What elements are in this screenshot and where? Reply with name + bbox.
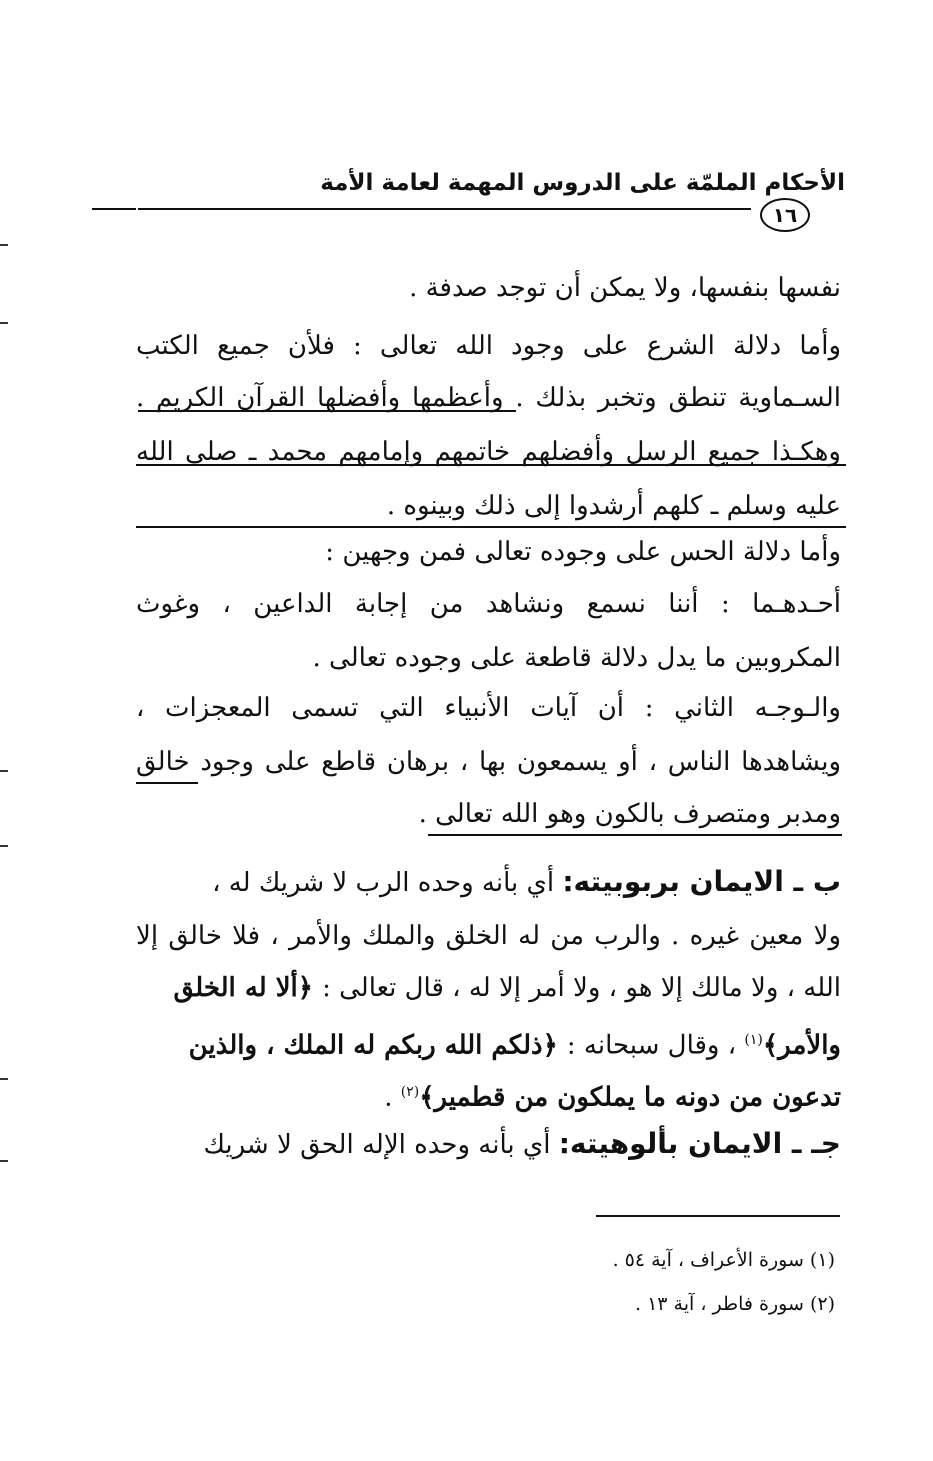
body-line: المكروبين ما يدل دلالة قاطعة على وجوده تعالى . — [312, 643, 841, 673]
header-rule-end — [92, 208, 136, 210]
scan-margin-mark — [0, 1078, 8, 1080]
section-b-line — [136, 968, 841, 1008]
quran-quote: ﴿ألا له الخلق — [173, 973, 323, 1003]
section-b-line — [136, 1020, 841, 1066]
section-b-line — [212, 862, 841, 903]
section-b-text: . — [384, 1082, 401, 1113]
section-b-line — [384, 1072, 841, 1118]
quran-quote: والأمر﴾ — [762, 1030, 841, 1061]
page-number: ١٦ — [760, 198, 810, 232]
quran-quote: ﴿ذلكم الله ربكم له الملك ، والذين — [188, 1030, 567, 1061]
section-c-heading: جـ ـ الايمان بألوهيته: — [558, 1127, 841, 1160]
body-line: أحـدهـما : أننا نسمع ونشاهد من إجابة الداعين ، وغوث — [136, 589, 841, 619]
scan-margin-mark — [0, 770, 8, 772]
scan-margin-mark — [0, 244, 8, 246]
body-line: ومدبر ومتصرف بالكون وهو الله تعالى . — [418, 799, 841, 829]
underline-mark — [136, 526, 846, 528]
body-line: والـوجـه الثاني : أن آيات الأنبياء التي تسمى المعجزات ، — [136, 693, 841, 723]
body-line: وأما دلالة الشرع على وجود الله تعالى : فلأن جميع الكتب — [136, 331, 841, 361]
underline-mark — [428, 834, 842, 836]
body-line: وهكـذا جميع الرسل وأفضلهم خاتمهم وإمامهم محمد ـ صلى الله — [136, 437, 841, 467]
footnote: (٢) سورة فاطر ، آية ١٣ . — [635, 1293, 835, 1315]
running-header-title: الأحكام الملمّة على الدروس المهمة لعامة الأمة — [320, 170, 845, 196]
header-rule — [138, 208, 751, 210]
underline-mark — [136, 464, 846, 466]
footnote-rule — [596, 1215, 840, 1217]
footnote: (١) سورة الأعراف ، آية ٥٤ . — [612, 1249, 835, 1271]
quran-quote: تدعون من دونه ما يملكون من قطمير﴾ — [419, 1082, 841, 1113]
section-c-text: أي بأنه وحده الإله الحق لا شريك — [203, 1130, 559, 1160]
footnote-ref: (١) — [744, 1032, 763, 1048]
scan-margin-mark — [0, 322, 8, 324]
footnote-ref: (٢) — [400, 1084, 420, 1100]
underline-mark — [138, 410, 516, 412]
underline-mark — [136, 782, 198, 784]
section-b-text: أي بأنه وحده الرب لا شريك له ، — [212, 868, 563, 898]
scan-margin-mark — [0, 1160, 8, 1162]
section-b-text: الله ، ولا مالك إلا هو ، ولا أمر إلا له ، قال تعالى : — [322, 973, 841, 1003]
section-b-text: ، وقال سبحانه : — [566, 1030, 745, 1061]
section-b-heading: ب ـ الايمان بربوبيته: — [562, 865, 841, 898]
section-c-line — [203, 1124, 841, 1165]
body-line: نفسها بنفسها، ولا يمكن أن توجد صدفة . — [409, 273, 841, 303]
body-line: السـماوية تنطق وتخبر بذلك . وأعظمها وأفضلها القرآن الكريم . — [136, 383, 841, 413]
body-line: ويشاهدها الناس ، أو يسمعون بها ، برهان قاطع على وجود خالق — [136, 747, 841, 777]
section-b-line: ولا معين غيره . والرب من له الخلق والملك والأمر ، فلا خالق إلا — [136, 921, 842, 951]
scan-margin-mark — [0, 845, 8, 847]
body-line: وأما دلالة الحس على وجوده تعالى فمن وجهين : — [325, 537, 841, 567]
body-line: عليه وسلم ـ كلهم أرشدوا إلى ذلك وبينوه . — [386, 491, 841, 521]
